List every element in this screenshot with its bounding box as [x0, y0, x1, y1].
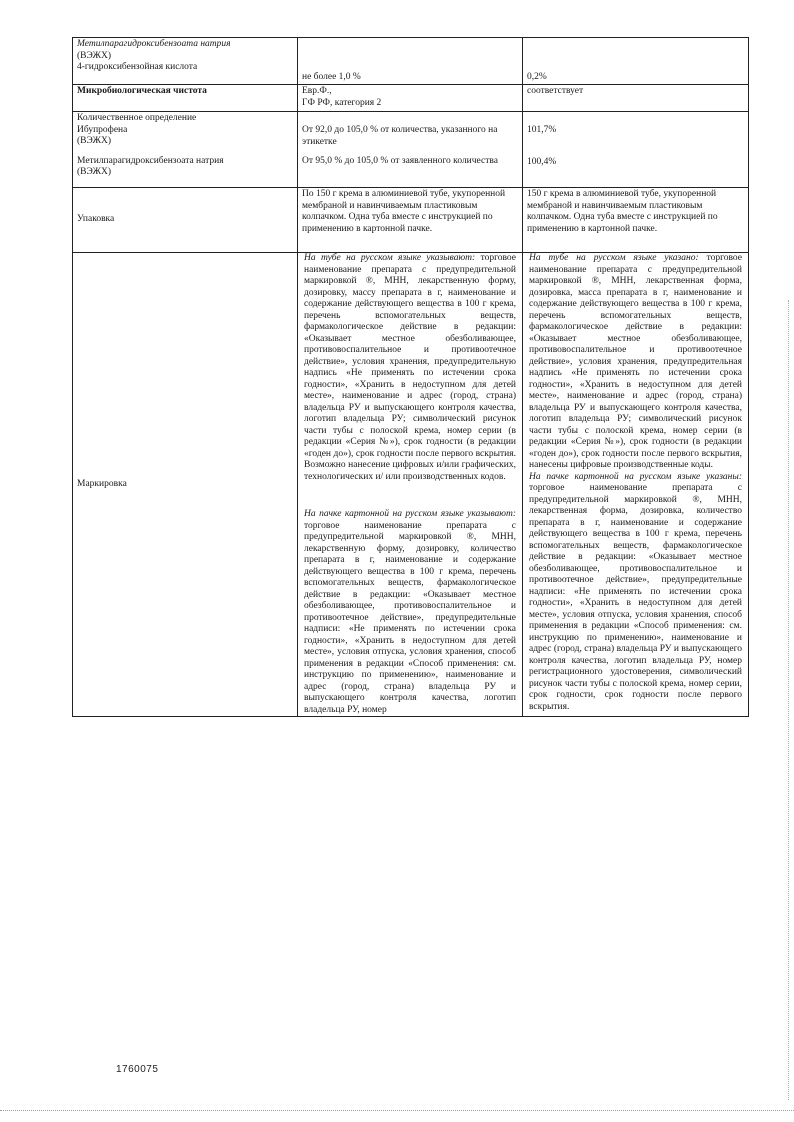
parameter-line: Метилпарагидроксибензоата натрия	[77, 155, 224, 166]
norm-cell	[298, 112, 523, 188]
result-text: 0,2%	[527, 71, 547, 82]
parameter-line: Ибупрофена	[77, 124, 128, 135]
norm-text: От 95,0 % до 105,0 % от заявленного количества	[302, 156, 498, 166]
norm-text: От 92,0 до 105,0 % от количества, указанного на этикетке	[302, 125, 498, 147]
norm-cell	[298, 253, 523, 717]
result-text: торговое наименование препарата с предупредительной маркировкой ®, МНН, лекарственная форма, дозировка, масса препарата в г, наименование и содержание действующего вещества в 100 г крема, перечень вспомогательных веществ, фармакологическое действие в редакции: «Оказывает местное обезболивающее, противовоспалительное и противоотечное действие», условия хранения, предупредительная надпись «Не применять по истечении срока годности», «Хранить в недоступном для детей месте», наименование и адрес (город, страна) владельца РУ и выпускающего контроля качества, логотип владельца РУ; символический рисунок части тубы с полоской крема, номер серии (в редакции «Серия №»), срок годности (в редакции «годен до»), срок годности после первого вскрытия, нанесены цифровые производственные коды.	[529, 253, 743, 470]
parameter-cell	[73, 38, 298, 85]
norm-paragraph-carton	[304, 509, 516, 716]
table-row-hydroxybenzoic-acid	[73, 38, 749, 85]
norm-heading: На пачке картонной на русском языке указывают:	[304, 509, 516, 519]
table-row-assay	[73, 112, 749, 188]
norm-text: По 150 г крема в алюминиевой тубе, укупоренной мембраной и навинчиваемым пластиковым колпачком. Одна туба вместе с инструкцией по применению в картонной пачке.	[302, 189, 506, 234]
norm-text: торговое наименование препарата с предупредительной маркировкой ®, МНН, лекарственную форму, дозировку, количество препарата в г, наименование и содержание действующего вещества в 100 г крема, перечень вспомогательных веществ, фармакологическое действие в редакции: «Оказывает местное обезболивающее, противовоспалительное и противоотечное действие», предупредительные надписи: «Не применять по истечении срока годности», «Хранить в недоступном для детей месте», условия отпуска, условия хранения, способ применения в редакции «Способ применения: см. инструкцию по применению», наименование и адрес (город, страна) владельца РУ и выпускающего контроля качества, логотип владельца РУ, номер	[304, 520, 516, 715]
spacer	[304, 483, 516, 509]
specification-table	[72, 37, 749, 717]
norm-cell	[298, 38, 523, 85]
parameter-line: 4-гидроксибензойная кислота	[77, 62, 198, 72]
result-heading: На пачке картонной на русском языке указаны:	[529, 471, 742, 482]
result-paragraph-tube	[529, 253, 742, 472]
result-cell	[523, 85, 749, 112]
norm-cell	[298, 188, 523, 253]
norm-text: не более 1,0 %	[302, 71, 361, 82]
parameter-line: (ВЭЖХ)	[77, 136, 112, 146]
parameter-text: Микробиологическая чистота	[77, 86, 207, 96]
parameter-text: Упаковка	[77, 214, 115, 225]
result-heading: На тубе на русском языке указано:	[529, 253, 699, 263]
parameter-cell	[73, 85, 298, 112]
norm-line: Евр.Ф.,	[302, 86, 332, 96]
scan-artifact-line	[0, 1110, 794, 1113]
norm-cell	[298, 85, 523, 112]
result-text: 150 г крема в алюминиевой тубе, укупоренной мембраной и навинчиваемым пластиковым колпачком. Одна туба вместе с инструкцией по применению в картонной пачке.	[527, 189, 718, 234]
result-text: соответствует	[527, 86, 584, 96]
result-cell	[523, 112, 749, 188]
table-row-microbiological-purity	[73, 85, 749, 112]
parameter-text: Маркировка	[77, 478, 127, 489]
table-row-packaging	[73, 188, 749, 253]
norm-heading: На тубе на русском языке указывают:	[304, 253, 476, 263]
norm-text: торговое наименование препарата с предупредительной маркировкой ®, МНН, лекарственную форму, дозировку, массу препарата в г, наименование и содержание действующего вещества в 100 г крема, перечень вспомогательных веществ, фармакологическое действие в редакции: «Оказывает местное обезболивающее, противовоспалительное и противоотечное действие», условия хранения, предупредительную надпись «Не применять по истечении срока годности», «Хранить в недоступном для детей месте», наименование и адрес (город, страна) владельца РУ и выпускающего контроля качества, логотип владельца РУ; символический рисунок части тубы с полоской крема, номер серии (в редакции «Серия №»), срок годности (в редакции «годен до»), срок годности после первого вскрытия. Возможно нанесение цифровых и/или графических, технологических и/ или производственных кодов.	[304, 253, 517, 482]
parameter-cell	[73, 188, 298, 253]
parameter-cell	[73, 112, 298, 188]
parameter-line: Количественное определение	[77, 113, 197, 123]
result-text: 100,4%	[527, 156, 557, 167]
parameter-line: (ВЭЖХ)	[77, 50, 112, 61]
norm-paragraph-tube	[304, 253, 516, 483]
parameter-line: Метилпарагидроксибензоата натрия	[77, 39, 231, 49]
parameter-line: (ВЭЖХ)	[77, 167, 112, 177]
result-cell	[523, 38, 749, 85]
result-paragraph-carton	[529, 472, 742, 714]
result-cell	[523, 253, 749, 717]
result-text: 101,7%	[527, 125, 557, 135]
result-text: торговое наименование препарата с предупредительной маркировкой ®, МНН, лекарственная форма, дозировка, количество препарата в г, наименование и содержание действующего вещества в 100 г крема, перечень вспомогательных веществ, фармакологическое действие в редакции: «Оказывает местное обезболивающее, противовоспалительное и противоотечное действие», предупредительные надписи: «Не применять по истечении срока годности», «Хранить в недоступном для детей месте», условия отпуска, условия хранения, способ применения в редакции «Способ применения: см. инструкцию по применению», наименование и адрес (город, страна) владельца РУ и выпускающего контроля качества, логотип владельца РУ, номер регистрационного удостоверения, символический рисунок части тубы с полоской крема, номер серии, срок годности, срок годности после первого вскрытия.	[529, 483, 742, 712]
norm-line: ГФ РФ, категория 2	[302, 97, 382, 108]
document-number: 1760075	[116, 1064, 159, 1075]
result-cell	[523, 188, 749, 253]
scan-artifact-edge	[788, 300, 790, 1100]
parameter-cell	[73, 253, 298, 717]
table-row-labeling	[73, 253, 749, 717]
